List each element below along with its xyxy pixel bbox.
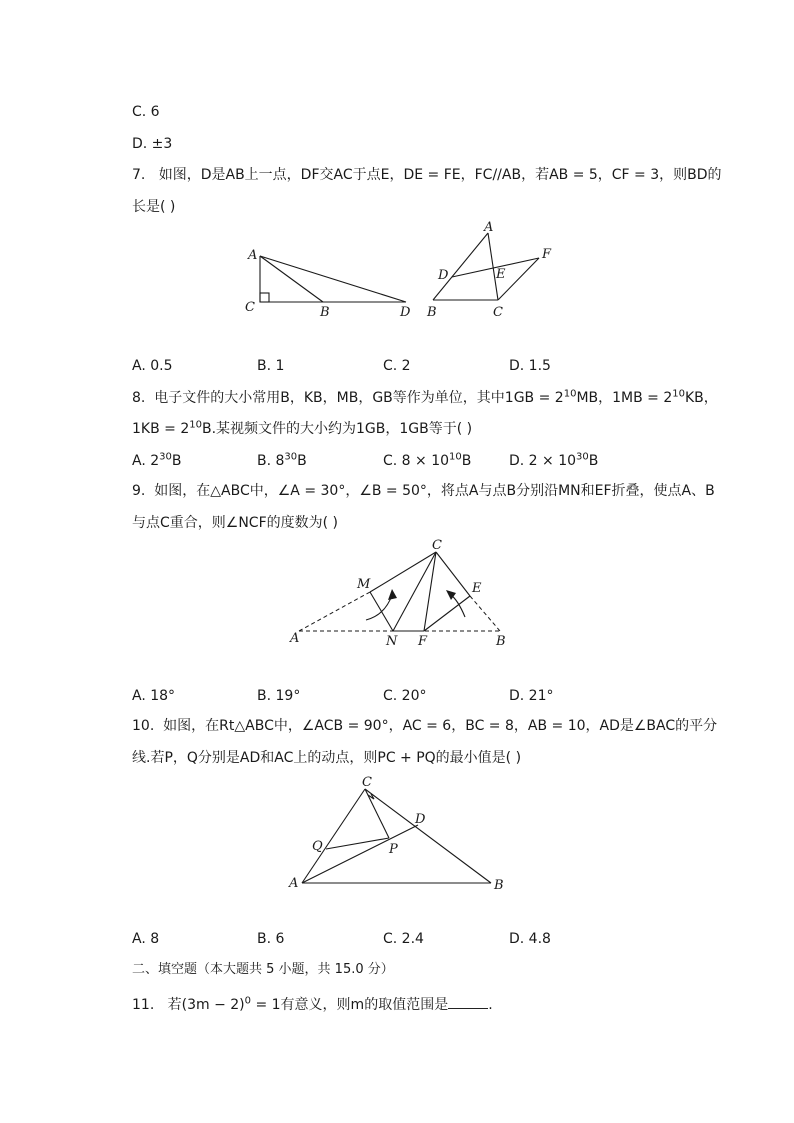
q9-label-e: E: [472, 581, 482, 596]
q9-label-b: B: [496, 634, 506, 649]
q9-segment-mc: [370, 552, 436, 592]
q8-option-b-sup: 30: [284, 451, 298, 463]
q7-fig2-label-f: F: [542, 247, 552, 262]
q9-segment-ce: [436, 552, 470, 596]
q10-option-d: D. 4.8: [509, 931, 551, 947]
q6-option-d: D. ±3: [132, 136, 173, 152]
q10-option-c: C. 2.4: [383, 931, 424, 947]
q8-line1-a: 电子文件的大小常用B，KB，MB，GB等作为单位，其中1GB = 2: [154, 390, 564, 406]
q8-option-d-sup: 30: [576, 451, 589, 463]
q7-text-line1: [132, 165, 722, 185]
q7-option-d: D. 1.5: [509, 358, 551, 374]
q9-label-f: F: [418, 634, 428, 649]
q10-segment-ac: [302, 789, 365, 883]
q9-text-line1: [132, 481, 715, 501]
q9-option-a: A. 18°: [132, 688, 176, 704]
q9-stem-1: 如图，在△ABC中，∠A = 30°，∠B = 50°，将点A与点B分别沿MN和EF折叠，使点A、B: [154, 483, 715, 499]
q8-option-c-post: B: [461, 453, 472, 469]
section-fill-in-title: 二、填空题（本大题共 5 小题，共 15.0 分）: [132, 962, 394, 977]
q8-line2-b: B.某视频文件的大小约为1GB，1GB等于( ): [201, 421, 473, 437]
q10-number: 10.: [132, 718, 155, 734]
q7-option-b: B. 1: [257, 358, 285, 374]
q8-option-a-sup: 30: [159, 451, 172, 463]
q7-fig1-right-angle-mark: [260, 293, 269, 302]
q10-option-b: B. 6: [257, 931, 285, 947]
q8-option-a-pre: A. 2: [132, 453, 160, 469]
q9-segment-fe: [424, 596, 470, 631]
q8-option-a: [132, 451, 181, 471]
q9-option-c: C. 20°: [383, 688, 427, 704]
q11-text: [132, 994, 493, 1015]
q9-fold-arrowhead-right: [446, 590, 456, 600]
q8-option-b-pre: B. 8: [257, 453, 285, 469]
q8-line1-sup2: 10: [672, 388, 685, 400]
q8-option-c-pre: C. 8 × 10: [383, 453, 450, 469]
q10-label-q: Q: [312, 839, 323, 854]
q7-fig1-label-a: A: [248, 248, 258, 263]
q7-figure-2: [426, 220, 552, 320]
q11-text-b: = 1有意义，则m的取值范围是: [251, 997, 449, 1013]
q10-segment-qp: [326, 838, 389, 849]
q8-option-d-post: B: [588, 453, 599, 469]
q7-fig2-segment-df: [452, 258, 539, 277]
q11-answer-blank[interactable]: [448, 994, 488, 1009]
q10-label-b: B: [494, 878, 504, 893]
q8-option-d: [509, 451, 598, 471]
q8-number: 8.: [132, 390, 146, 406]
q7-fig2-label-a: A: [484, 220, 494, 235]
q8-text-line1: [132, 388, 718, 408]
q9-segment-cf: [424, 552, 436, 631]
q9-fold-arrow-right: [450, 594, 465, 617]
q10-label-c: C: [362, 775, 372, 790]
q7-text-line2: 长是( ): [132, 199, 176, 215]
q9-label-m: M: [357, 577, 371, 592]
q9-number: 9.: [132, 483, 146, 499]
q7-option-c: C. 2: [383, 358, 411, 374]
q7-number: 7.: [132, 167, 146, 183]
q11-number: 11.: [132, 997, 155, 1013]
q7-fig2-label-e: E: [496, 267, 506, 282]
q10-segment-ad: [302, 825, 418, 883]
q8-line1-c: KB，: [684, 390, 718, 406]
q7-fig2-segment-ac: [488, 233, 498, 300]
q9-fold-arrowhead-left: [388, 589, 397, 600]
q8-option-c: [383, 451, 471, 471]
q7-figure-1: [245, 248, 411, 320]
q8-line2-a: 1KB = 2: [132, 421, 190, 437]
q7-fig2-segment-cf: [498, 258, 539, 300]
q7-fig2-label-c: C: [493, 305, 503, 320]
q10-text-line2: 线.若P，Q分别是AD和AC上的动点，则PC + PQ的最小值是( ): [132, 750, 522, 766]
q10-label-p: P: [389, 842, 398, 857]
q9-label-n: N: [386, 634, 398, 649]
q9-option-d: D. 21°: [509, 688, 554, 704]
q6-option-c: C. 6: [132, 104, 160, 120]
q9-option-b: B. 19°: [257, 688, 301, 704]
q8-line1-b: MB，1MB = 2: [576, 390, 673, 406]
q10-text-line1: [132, 716, 717, 736]
q11-text-a: 若(3m − 2): [167, 997, 245, 1013]
q9-segment-cn: [393, 552, 436, 631]
q8-option-d-pre: D. 2 × 10: [509, 453, 577, 469]
q9-segment-mn: [370, 592, 393, 631]
q7-option-a: A. 0.5: [132, 358, 173, 374]
q9-text-line2: 与点C重合，则∠NCF的度数为( ): [132, 515, 339, 531]
q7-stem-1: 如图，D是AB上一点，DF交AC于点E，DE = FE，FC//AB，若AB = 5，CF = 3，则BD的: [158, 167, 722, 183]
q10-option-a: A. 8: [132, 931, 160, 947]
q7-fig1-segment-ab: [260, 256, 323, 302]
q9-label-a: A: [290, 631, 300, 646]
q7-fig2-segment-ba: [433, 233, 488, 300]
q8-text-line2: [132, 419, 472, 439]
q10-segment-cb: [365, 789, 491, 883]
q10-label-a: A: [289, 876, 299, 891]
q8-option-b-post: B: [297, 453, 307, 469]
q11-sup: 0: [244, 995, 252, 1007]
q10-right-angle-mark: [368, 794, 374, 799]
q9-segment-am-dashed: [299, 592, 370, 631]
q9-segment-eb-dashed: [470, 596, 500, 631]
q7-fig1-label-b: B: [320, 305, 330, 320]
q7-fig1-label-d: D: [400, 305, 411, 320]
q7-fig1-segment-ad: [260, 256, 406, 302]
q8-option-c-sup: 10: [449, 451, 462, 463]
q8-line1-sup1: 10: [563, 388, 577, 400]
q7-fig2-label-b: B: [427, 305, 437, 320]
q10-stem-1: 如图，在Rt△ABC中，∠ACB = 90°，AC = 6，BC = 8，AB = 10，AD是∠BAC的平分: [163, 718, 718, 734]
q10-segment-cp: [365, 789, 389, 838]
q8-option-b: [257, 451, 307, 471]
q8-line2-sup: 10: [189, 419, 202, 431]
q10-label-d: D: [415, 812, 426, 827]
q8-option-a-post: B: [171, 453, 182, 469]
q9-label-c: C: [432, 538, 442, 553]
q7-fig1-label-c: C: [245, 300, 255, 315]
q11-text-c: .: [488, 997, 493, 1013]
q7-fig2-label-d: D: [438, 268, 449, 283]
q9-fold-arrow-left: [366, 595, 392, 620]
